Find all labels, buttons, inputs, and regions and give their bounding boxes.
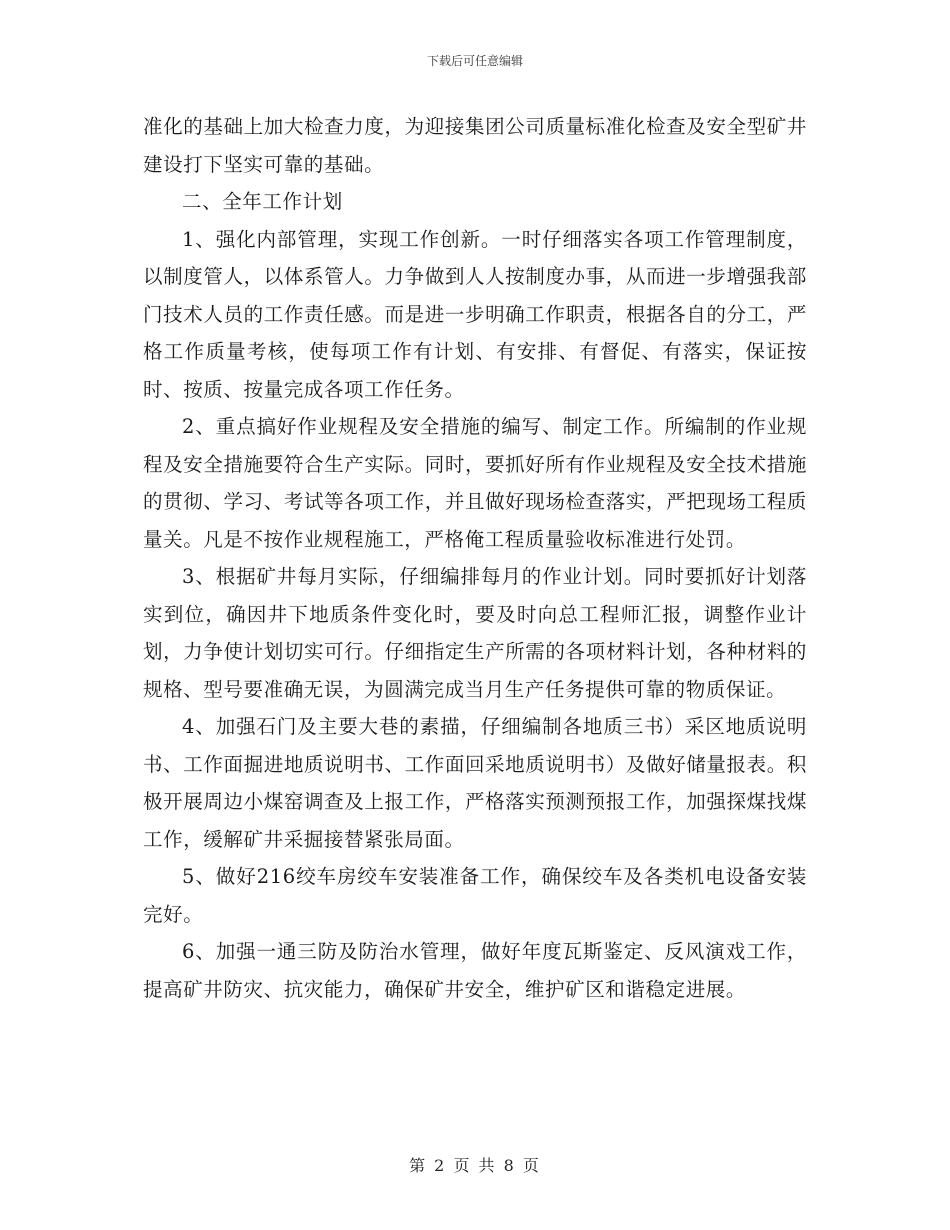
paragraph-item-5: 5、做好216绞车房绞车安装准备工作，确保绞车及各类机电设备安装完好。 — [143, 865, 807, 926]
paragraph-item-1: 1、强化内部管理，实现工作创新。一时仔细落实各项工作管理制度，以制度管人，以体系管人。力争做到人人按制度办事，从而进一步增强我部门技术人员的工作责任感。而是进一步明确工作职责，根据各自的分工，严格工作质量考核，使每项工作有计划、有安排、有督促、有落实，保证按时、按质、按量完成各项工作任务。 — [143, 227, 807, 401]
paragraph-item-2: 2、重点搞好作业规程及安全措施的编写、制定工作。所编制的作业规程及安全措施要符合生产实际。同时，要抓好所有作业规程及安全技术措施的贯彻、学习、考试等各项工作，并且做好现场检查落实，严把现场工程质量关。凡是不按作业规程施工，严格俺工程质量验收标准进行处罚。 — [143, 415, 807, 551]
document-body — [143, 108, 807, 1008]
paragraph-item-6: 6、加强一通三防及防治水管理，做好年度瓦斯鉴定、反风演戏工作，提高矿井防灾、抗灾能力，确保矿井安全，维护矿区和谐稳定进展。 — [143, 940, 807, 1001]
page-number: 第 2 页 共 8 页 — [409, 1156, 541, 1175]
header-note: 下载后可任意编辑 — [426, 54, 523, 68]
section-heading: 二、全年工作计划 — [182, 190, 343, 213]
paragraph-continuation: 准化的基础上加大检查力度，为迎接集团公司质量标准化检查及安全型矿井建设打下坚实可靠的基础。 — [143, 115, 807, 176]
paragraph-item-3: 3、根据矿井每月实际，仔细编排每月的作业计划。同时要抓好计划落实到位，确因井下地质条件变化时，要及时向总工程师汇报，调整作业计划，力争使计划切实可行。仔细指定生产所需的各项材料计划，各种材料的规格、型号要准确无误，为圆满完成当月生产任务提供可靠的物质保证。 — [143, 565, 807, 701]
paragraph-item-4: 4、加强石门及主要大巷的素描，仔细编制各地质三书）采区地质说明书、工作面掘进地质说明书、工作面回采地质说明书）及做好储量报表。积极开展周边小煤窑调查及上报工作，严格落实预测预报工作，加强探煤找煤工作，缓解矿井采掘接替紧张局面。 — [143, 715, 807, 851]
